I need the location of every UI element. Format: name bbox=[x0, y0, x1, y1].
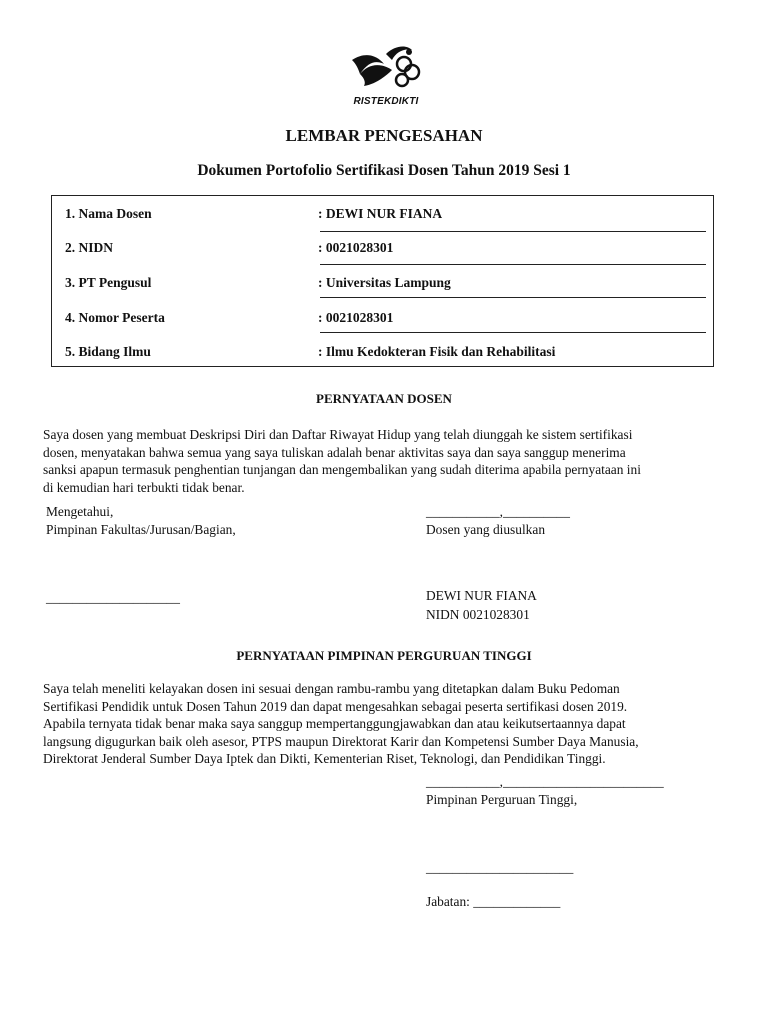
statement-line: Direktorat Jenderal Sumber Daya Iptek dan Dikti, Kementerian Riset, Teknologi, dan Pendidikan Tinggi. bbox=[43, 751, 606, 766]
statement-line: di kemudian hari terbukti tidak benar. bbox=[43, 479, 245, 495]
identity-value: : DEWI NUR FIANA bbox=[318, 206, 443, 221]
dosen-nidn: NIDN 0021028301 bbox=[426, 607, 530, 622]
underline bbox=[320, 332, 706, 333]
identity-label: 1. Nama Dosen bbox=[65, 206, 152, 221]
pimpinan-statement-text bbox=[43, 680, 731, 768]
statement-line: Saya telah meneliti kelayakan dosen ini sesuai dengan rambu-rambu yang ditetapkan dalam Buku Pedoman bbox=[43, 681, 620, 696]
identity-value: : Universitas Lampung bbox=[318, 275, 451, 290]
page-subtitle: Dokumen Portofolio Sertifikasi Dosen Tahun 2019 Sesi 1 bbox=[197, 162, 571, 179]
identity-value: : 0021028301 bbox=[318, 240, 394, 255]
identity-label: 4. Nomor Peserta bbox=[65, 310, 165, 325]
identity-box bbox=[51, 195, 714, 367]
pimpinan-fakultas-label: Pimpinan Fakultas/Jurusan/Bagian, bbox=[46, 522, 236, 537]
logo-emblem-icon bbox=[346, 40, 426, 96]
identity-label: 5. Bidang Ilmu bbox=[65, 344, 151, 359]
underline bbox=[320, 297, 706, 298]
identity-label: 2. NIDN bbox=[65, 240, 114, 255]
logo-text: RISTEKDIKTI bbox=[353, 96, 419, 107]
ristekdikti-logo bbox=[346, 40, 426, 112]
pimpinan-pt-signature-line: ______________________ bbox=[426, 860, 574, 875]
mengetahui-label: Mengetahui, bbox=[46, 504, 114, 519]
pimpinan-fakultas-signature-line: ____________________ bbox=[46, 590, 180, 605]
underline bbox=[320, 231, 706, 232]
dosen-statement-text bbox=[43, 426, 731, 496]
date-blank: ___________,__________ bbox=[426, 504, 570, 519]
statement-line: langsung digugurkan baik oleh asesor, PTPS maupun Direktorat Karir dan Kompetensi Sumber Daya Manusia, bbox=[43, 733, 639, 749]
identity-value: : 0021028301 bbox=[318, 310, 394, 325]
statement-line: Apabila ternyata tidak benar maka saya sanggup mempertanggungjawabkan dan atau keikutsertaannya dapat bbox=[43, 716, 626, 731]
dosen-statement-heading: PERNYATAAN DOSEN bbox=[316, 391, 452, 406]
page-title: LEMBAR PENGESAHAN bbox=[285, 126, 483, 145]
jabatan-field: Jabatan: _____________ bbox=[426, 894, 561, 909]
pimpinan-statement-heading: PERNYATAAN PIMPINAN PERGURUAN TINGGI bbox=[236, 648, 532, 663]
statement-line: Sertifikasi Pendidik untuk Dosen Tahun 2019 dan dapat mengesahkan sebagai peserta sertifikasi dosen 2019. bbox=[43, 698, 628, 714]
dosen-role-label: Dosen yang diusulkan bbox=[426, 522, 546, 537]
underline bbox=[320, 264, 706, 265]
pimpinan-date-blank: ___________,________________________ bbox=[426, 774, 664, 789]
statement-line: sanksi apapun termasuk penghentian tunjangan dan mengembalikan yang sudah diterima apabila pernyataan ini bbox=[43, 462, 641, 477]
statement-line: dosen, menyatakan bahwa semua yang saya tuliskan adalah benar aktivitas saya dan saya sanggup menerima bbox=[43, 444, 626, 460]
identity-value: : Ilmu Kedokteran Fisik dan Rehabilitasi bbox=[318, 344, 556, 359]
statement-line: Saya dosen yang membuat Deskripsi Diri dan Daftar Riwayat Hidup yang telah diunggah ke sistem sertifikasi bbox=[43, 427, 633, 442]
dosen-name: DEWI NUR FIANA bbox=[426, 588, 537, 603]
pimpinan-pt-role-label: Pimpinan Perguruan Tinggi, bbox=[426, 792, 578, 807]
identity-label: 3. PT Pengusul bbox=[65, 275, 152, 290]
